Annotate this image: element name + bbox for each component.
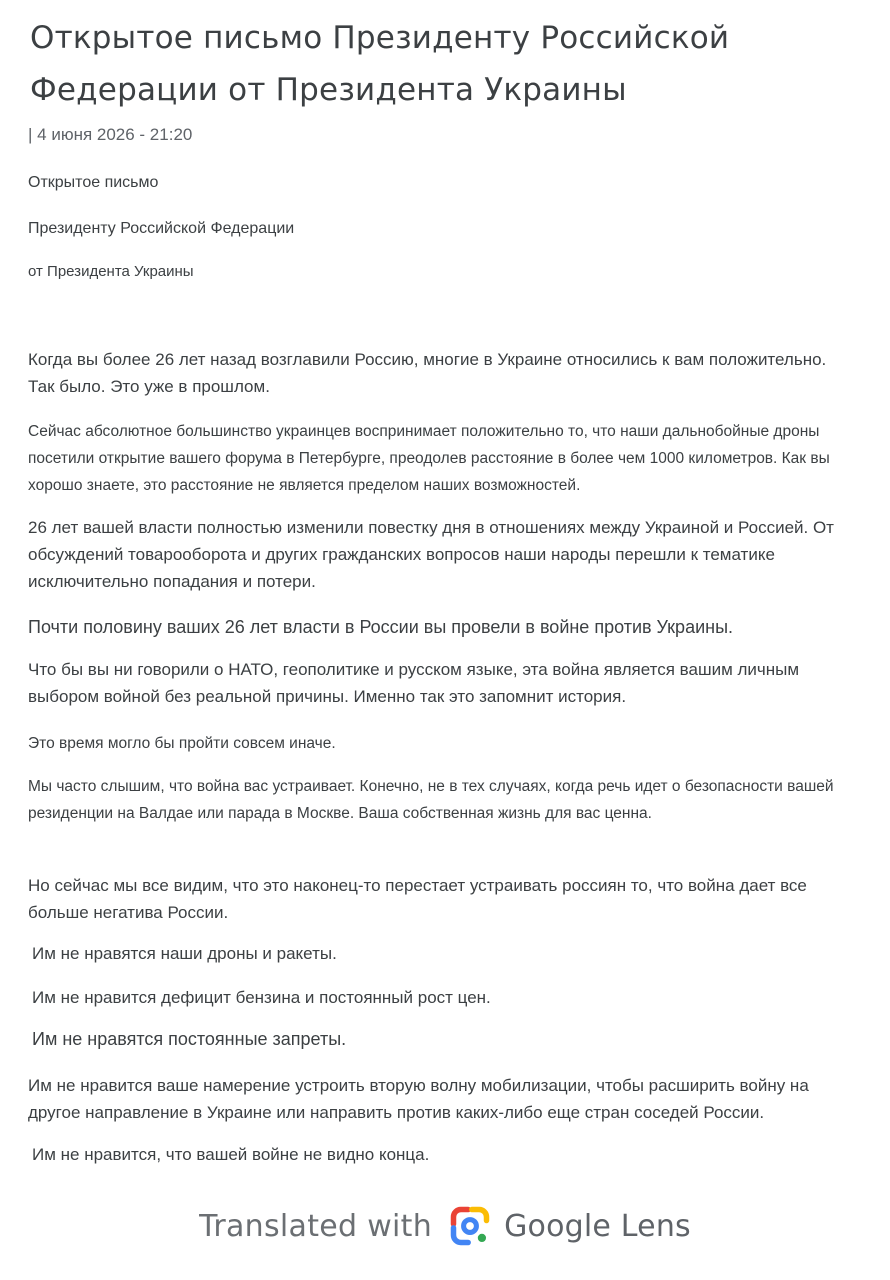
paragraph-10: Им не нравится дефицит бензина и постоянный рост цен. xyxy=(32,988,491,1007)
paragraph-4: Почти половину ваших 26 лет власти в России вы провели в войне против Украины. xyxy=(28,617,734,637)
footer-brand: Google Lens xyxy=(504,1208,691,1244)
footer-prefix: Translated with xyxy=(199,1208,433,1244)
paragraph-2: Сейчас абсолютное большинство украинцев воспринимает положительно то, что наши дальнобойные дроны посетили открытие вашего форума в Петербурге, преодолев расстояние в более чем 1000 километров. Как вы хорошо знаете, это расстояние не является пределом наших возможностей. xyxy=(28,423,830,494)
letter-header-line-2: Президенту Российской Федерации xyxy=(28,220,295,237)
paragraph-11: Им не нравятся постоянные запреты. xyxy=(32,1029,347,1049)
translation-footer xyxy=(0,1198,890,1254)
paragraph-7: Мы часто слышим, что война вас устраивает. Конечно, не в тех случаях, когда речь идет о безопасности вашей резиденции на Валдае или парада в Москве. Ваша собственная жизнь для вас ценна. xyxy=(28,778,834,822)
paragraph-6: Это время могло бы пройти совсем иначе. xyxy=(28,735,336,752)
google-lens-icon xyxy=(448,1204,492,1248)
letter-header-line-3: от Президента Украины xyxy=(28,263,194,280)
paragraph-8: Но сейчас мы все видим, что это наконец-то перестает устраивать россиян то, что война дает все больше негатива России. xyxy=(28,876,807,922)
paragraph-9: Им не нравятся наши дроны и ракеты. xyxy=(32,944,337,963)
paragraph-1: Когда вы более 26 лет назад возглавили Россию, многие в Украине относились к вам положительно. Так было. Это уже в прошлом. xyxy=(28,350,827,396)
article-dateline: | 4 июня 2026 - 21:20 xyxy=(28,125,193,144)
paragraph-12: Им не нравится ваше намерение устроить вторую волну мобилизации, чтобы расширить войну на другое направление в Украине или направить против каких-либо еще стран соседей России. xyxy=(28,1076,809,1122)
letter-header-line-1: Открытое письмо xyxy=(28,174,159,191)
paragraph-5: Что бы вы ни говорили о НАТО, геополитике и русском языке, эта война является вашим личным выбором войной без реальной причины. Именно так это запомнит история. xyxy=(28,660,800,706)
paragraph-13: Им не нравится, что вашей войне не видно конца. xyxy=(32,1145,430,1164)
lens-center-circle xyxy=(464,1220,477,1233)
page-title: Открытое письмо Президенту Российской Федерации от Президента Украины xyxy=(30,20,730,108)
paragraph-3: 26 лет вашей власти полностью изменили повестку дня в отношениях между Украиной и Россией. От обсуждений товарооборота и других гражданских вопросов наши народы перешли к тематике исключительно попадания и потери. xyxy=(28,518,834,591)
lens-dot-green xyxy=(478,1234,486,1242)
